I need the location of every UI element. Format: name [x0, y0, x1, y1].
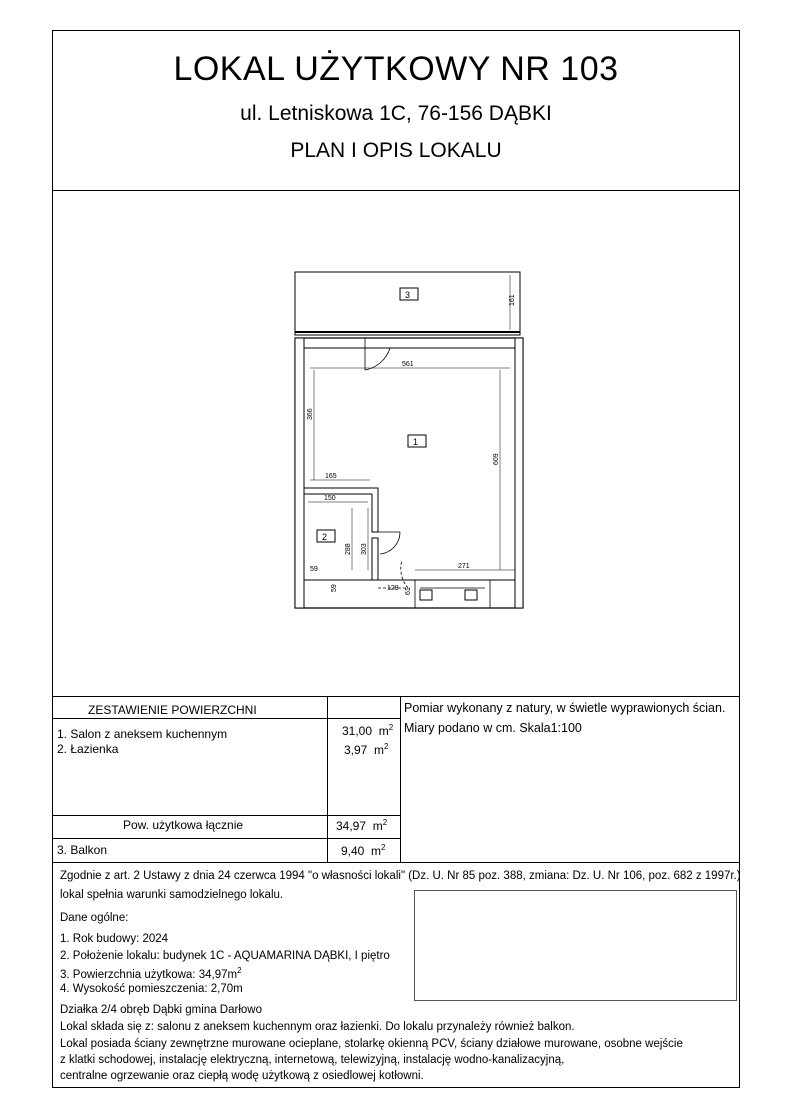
dim-label: 59: [310, 566, 318, 573]
page-title: LOKAL UŻYTKOWY NR 103: [173, 50, 619, 88]
total-area: 34,97 $m^2$: [336, 818, 388, 833]
description-line: Lokal posiada ściany zewnętrzne murowane ocieplane, stolarkę okienną PCV, ściany działowe murowane, osobne wejście: [60, 1038, 683, 1050]
dim-label: 271: [458, 563, 470, 570]
bathroom-wall: [304, 488, 378, 532]
balcony-outline: [295, 272, 520, 335]
legal-line: lokal spełnia warunki samodzielnego lokalu.: [60, 889, 284, 901]
niche: [415, 580, 490, 608]
page-subtitle: PLAN I OPIS LOKALU: [290, 139, 502, 162]
table-right-edge: [400, 696, 401, 862]
balcony-door: [365, 338, 390, 370]
dim-label: 303: [361, 543, 368, 555]
description-line: centralne ogrzewanie oraz ciepłą wodę użytkową z osiedlowej kotłowni.: [60, 1070, 424, 1082]
dim-label: 161: [509, 294, 516, 306]
table-balcony-line: [52, 838, 400, 839]
description-line: Lokal składa się z: salonu z aneksem kuchennym oraz łazienki. Do lokalu przynależy również balkon.: [60, 1021, 575, 1033]
general-item: 4. Wysokość pomieszczenia: 2,70m: [60, 983, 243, 995]
table-header-line: [52, 718, 400, 719]
room-name: 2. Łazienka: [57, 742, 119, 756]
dim-label: 366: [307, 408, 314, 420]
room-label-3: 3: [405, 290, 411, 300]
general-item: 2. Położenie lokalu: budynek 1C - AQUAMARINA DĄBKI, I piętro: [60, 950, 390, 962]
inner-wall: [304, 348, 515, 580]
dim-label: 165: [325, 473, 337, 480]
bathroom-door: [378, 532, 400, 554]
dim-label: 288: [345, 543, 352, 555]
general-item: 3. Powierzchnia użytkowa: $34,97m^2$: [60, 966, 242, 981]
address: ul. Letniskowa 1C, 76-156 DĄBKI: [240, 102, 552, 125]
general-heading: Dane ogólne:: [60, 912, 129, 924]
general-item: 1. Rok budowy: 2024: [60, 933, 169, 945]
measure-note: Pomiar wykonany z natury, w świetle wyprawionych ścian.: [404, 701, 726, 715]
room-label-2: 2: [322, 532, 328, 542]
balcony-area: 9,40 $m^2$: [341, 843, 386, 858]
table-bottom-line: [52, 862, 740, 863]
dim-label: 59: [331, 584, 338, 592]
room-area: 3,97 $m^2$: [344, 742, 389, 757]
dim-label: 561: [402, 361, 414, 368]
description-line: z klatki schodowej, instalację elektryczną, internetową, telewizyjną, instalację wodno-kanalizacyjną,: [60, 1054, 565, 1066]
legal-line: Zgodnie z art. 2 Ustawy z dnia 24 czerwca 1994 "o własności lokali" (Dz. U. Nr 85 poz. 388, zmiana: Dz. U. Nr 106, poz. 682 z 1997r.): [60, 870, 741, 882]
plan-divider: [52, 696, 740, 697]
total-label: Pow. użytkowa łącznie: [123, 818, 244, 832]
table-total-line: [52, 815, 400, 816]
dim-label: 129: [387, 585, 399, 592]
dim-label: 150: [324, 495, 336, 502]
balcony-label: 3. Balkon: [57, 843, 108, 857]
room-label-1: 1: [413, 437, 419, 447]
summary-heading: ZESTAWIENIE POWIERZCHNI: [88, 703, 257, 717]
scale-note: Miary podano w cm. Skala1:100: [404, 721, 582, 735]
floor-plan: [290, 270, 540, 615]
header-divider: [52, 190, 740, 191]
dim-label: 61: [405, 587, 412, 595]
stamp-box: [414, 890, 737, 1001]
dim-label: 609: [493, 453, 500, 465]
entrance-door: [378, 560, 408, 588]
room-area: 31,00 $m^2$: [342, 723, 394, 738]
description-line: Działka 2/4 obręb Dąbki gmina Darłowo: [60, 1004, 262, 1016]
room-name: 1. Salon z aneksem kuchennym: [57, 727, 228, 741]
